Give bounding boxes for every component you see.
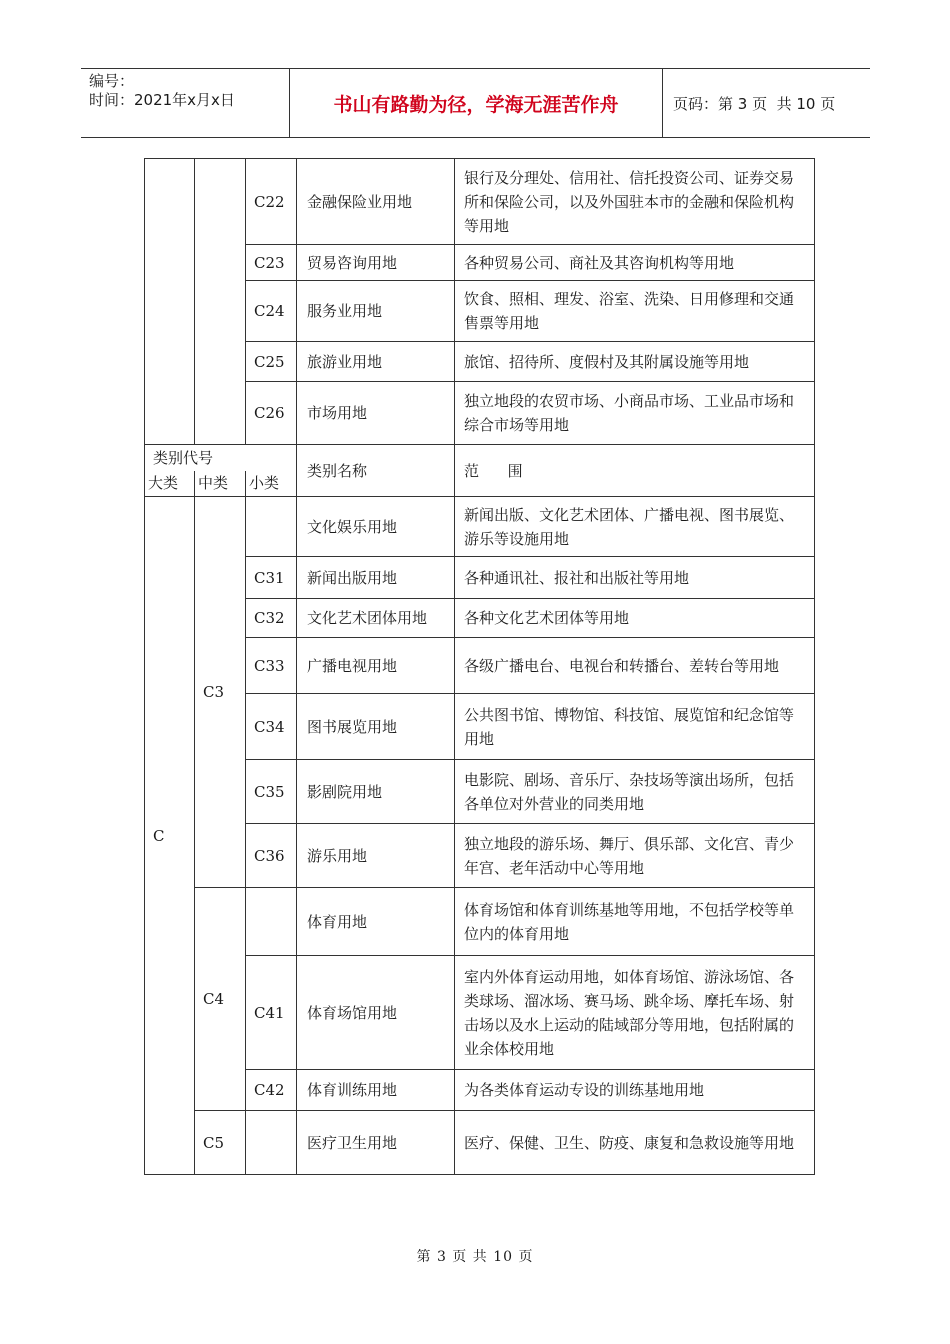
category-name: 服务业用地 — [297, 281, 455, 342]
category-name: 市场用地 — [297, 382, 455, 445]
header-page-label: 页码：第 3 页 共 10 页 — [673, 94, 836, 113]
category-scope: 各种文化艺术团体等用地 — [455, 599, 815, 638]
minor-code: C35 — [246, 760, 297, 824]
header-motto: 书山有路勤为径，学海无涯苦作舟 — [290, 69, 663, 137]
table-row — [145, 599, 815, 638]
table-row — [145, 1070, 815, 1111]
table-row — [145, 760, 815, 824]
table-row — [145, 1111, 815, 1175]
table-row — [145, 694, 815, 760]
table-row — [145, 638, 815, 694]
table-row — [145, 382, 815, 445]
land-use-table — [144, 158, 815, 1175]
minor-code: C25 — [246, 342, 297, 382]
category-name: 广播电视用地 — [297, 638, 455, 694]
page-header — [81, 68, 870, 138]
category-scope: 电影院、剧场、音乐厅、杂技场等演出场所，包括各单位对外营业的同类用地 — [455, 760, 815, 824]
minor-code: C41 — [246, 956, 297, 1070]
table-row — [145, 557, 815, 599]
category-scope: 银行及分理处、信用社、信托投资公司、证券交易所和保险公司，以及外国驻本市的金融和保险机构等用地 — [455, 159, 815, 245]
column-header-scope: 范 围 — [455, 445, 815, 497]
minor-code: C24 — [246, 281, 297, 342]
category-name: 文化娱乐用地 — [297, 497, 455, 557]
table-row — [145, 342, 815, 382]
document-time-label: 时间：2021年x月x日 — [89, 91, 235, 109]
table-row — [145, 497, 815, 557]
category-name: 医疗卫生用地 — [297, 1111, 455, 1175]
category-scope: 公共图书馆、博物馆、科技馆、展览馆和纪念馆等用地 — [455, 694, 815, 760]
category-scope: 医疗、保健、卫生、防疫、康复和急救设施等用地 — [455, 1111, 815, 1175]
category-scope: 各级广播电台、电视台和转播台、差转台等用地 — [455, 638, 815, 694]
table-row — [145, 159, 815, 245]
category-scope: 为各类体育运动专设的训练基地用地 — [455, 1070, 815, 1111]
table-row — [145, 245, 815, 281]
minor-code: C22 — [246, 159, 297, 245]
category-name: 体育用地 — [297, 888, 455, 956]
header-page-info — [663, 69, 870, 137]
table-row — [145, 888, 815, 956]
minor-code: C26 — [246, 382, 297, 445]
category-scope: 新闻出版、文化艺术团体、广播电视、图书展览、游乐等设施用地 — [455, 497, 815, 557]
major-code: C — [145, 497, 195, 1175]
category-scope: 饮食、照相、理发、浴室、洗染、日用修理和交通售票等用地 — [455, 281, 815, 342]
category-name: 文化艺术团体用地 — [297, 599, 455, 638]
table-header-row — [145, 445, 815, 471]
column-header-middle: 中类 — [195, 471, 246, 497]
document-number-label: 编号： — [89, 72, 135, 90]
category-name: 金融保险业用地 — [297, 159, 455, 245]
column-header-minor: 小类 — [246, 471, 297, 497]
table-row — [145, 956, 815, 1070]
category-scope: 体育场馆和体育训练基地等用地，不包括学校等单位内的体育用地 — [455, 888, 815, 956]
minor-code — [246, 497, 297, 557]
category-scope: 旅馆、招待所、度假村及其附属设施等用地 — [455, 342, 815, 382]
major-cell-continued — [145, 159, 195, 445]
middle-code: C4 — [195, 888, 246, 1111]
middle-code: C3 — [195, 497, 246, 888]
category-name: 影剧院用地 — [297, 760, 455, 824]
category-scope: 各种通讯社、报社和出版社等用地 — [455, 557, 815, 599]
category-name: 贸易咨询用地 — [297, 245, 455, 281]
column-header-code: 类别代号 — [145, 445, 297, 471]
minor-code: C23 — [246, 245, 297, 281]
middle-cell-continued — [195, 159, 246, 445]
minor-code: C36 — [246, 824, 297, 888]
header-meta — [81, 69, 290, 137]
minor-code: C32 — [246, 599, 297, 638]
category-name: 旅游业用地 — [297, 342, 455, 382]
column-header-name: 类别名称 — [297, 445, 455, 497]
minor-code: C33 — [246, 638, 297, 694]
footer-page-number: 第 3 页 共 10 页 — [416, 1249, 534, 1265]
minor-code: C34 — [246, 694, 297, 760]
middle-code: C5 — [195, 1111, 246, 1175]
category-name: 新闻出版用地 — [297, 557, 455, 599]
table-row — [145, 824, 815, 888]
category-name: 游乐用地 — [297, 824, 455, 888]
minor-code: C42 — [246, 1070, 297, 1111]
category-name: 图书展览用地 — [297, 694, 455, 760]
category-scope: 室内外体育运动用地，如体育场馆、游泳场馆、各类球场、溜冰场、赛马场、跳伞场、摩托车场、射击场以及水上运动的陆域部分等用地，包括附属的业余体校用地 — [455, 956, 815, 1070]
minor-code — [246, 1111, 297, 1175]
category-scope: 独立地段的游乐场、舞厅、俱乐部、文化宫、青少年宫、老年活动中心等用地 — [455, 824, 815, 888]
column-header-major: 大类 — [145, 471, 195, 497]
page-footer — [0, 1246, 950, 1266]
category-scope: 各种贸易公司、商社及其咨询机构等用地 — [455, 245, 815, 281]
category-scope: 独立地段的农贸市场、小商品市场、工业品市场和综合市场等用地 — [455, 382, 815, 445]
table-row — [145, 281, 815, 342]
minor-code — [246, 888, 297, 956]
category-name: 体育场馆用地 — [297, 956, 455, 1070]
category-name: 体育训练用地 — [297, 1070, 455, 1111]
minor-code: C31 — [246, 557, 297, 599]
